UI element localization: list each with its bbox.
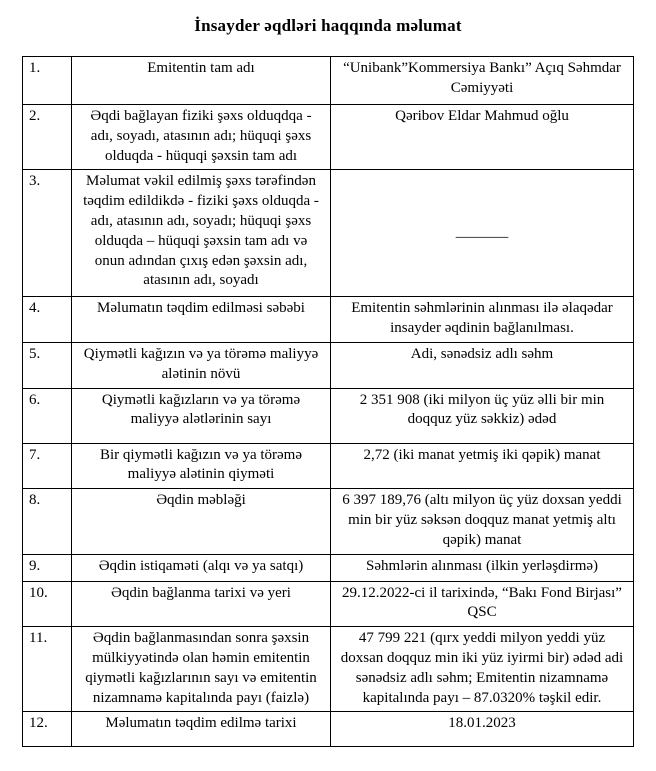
insider-info-table bbox=[22, 56, 634, 747]
field-value: Emitentin səhmlərinin alınması ilə əlaqədar insayder əqdinin bağlanılması. bbox=[331, 297, 634, 343]
row-number: 1. bbox=[23, 57, 72, 105]
row-number: 10. bbox=[23, 581, 72, 627]
field-value: 47 799 221 (qırx yeddi milyon yeddi yüz doxsan doqquz min iki yüz iyirmi bir) ədəd adi sənədsiz adlı səhm; Emitentin nizamnamə kapitalında payı – 87.0320% təşkil edir. bbox=[331, 627, 634, 712]
field-label: Bir qiymətli kağızın və ya törəmə maliyyə alətinin qiyməti bbox=[72, 443, 331, 489]
row-number: 3. bbox=[23, 170, 72, 297]
row-number: 8. bbox=[23, 489, 72, 554]
row-number: 5. bbox=[23, 342, 72, 388]
row-number: 2. bbox=[23, 105, 72, 170]
field-label: Əqdin istiqaməti (alqı və ya satqı) bbox=[72, 554, 331, 581]
row-number: 9. bbox=[23, 554, 72, 581]
field-value: 6 397 189,76 (altı milyon üç yüz doxsan yeddi min bir yüz səksən doqquz manat yetmiş altı qəpik) manat bbox=[331, 489, 634, 554]
table-row bbox=[23, 627, 634, 712]
field-value: Qəribov Eldar Mahmud oğlu bbox=[331, 105, 634, 170]
page-title: İnsayder əqdləri haqqında məlumat bbox=[194, 16, 462, 35]
field-value: 2,72 (iki manat yetmiş iki qəpik) manat bbox=[331, 443, 634, 489]
field-label: Məlumatın təqdim edilmə tarixi bbox=[72, 712, 331, 747]
field-label: Emitentin tam adı bbox=[72, 57, 331, 105]
field-value: _______ bbox=[331, 170, 634, 297]
field-label: Əqdi bağlayan fiziki şəxs olduqdqa - adı, soyadı, atasının adı; hüquqi şəxs olduqda - hüquqi şəxsin tam adı bbox=[72, 105, 331, 170]
row-number: 4. bbox=[23, 297, 72, 343]
table-row bbox=[23, 388, 634, 443]
field-label: Qiymətli kağızların və ya törəmə maliyyə alətlərinin sayı bbox=[72, 388, 331, 443]
table-row bbox=[23, 443, 634, 489]
field-value: 18.01.2023 bbox=[331, 712, 634, 747]
table-row bbox=[23, 170, 634, 297]
table-row bbox=[23, 297, 634, 343]
table-row bbox=[23, 105, 634, 170]
field-value: Adi, sənədsiz adlı səhm bbox=[331, 342, 634, 388]
table-row bbox=[23, 342, 634, 388]
field-value: “Unibank”Kommersiya Bankı” Açıq Səhmdar Cəmiyyəti bbox=[331, 57, 634, 105]
row-number: 12. bbox=[23, 712, 72, 747]
field-label: Əqdin bağlanmasından sonra şəxsin mülkiyyətində olan həmin emitentin qiymətli kağızlarının sayı və emitentin nizamnamə kapitalında payı (faizlə) bbox=[72, 627, 331, 712]
field-value: 2 351 908 (iki milyon üç yüz əlli bir min doqquz yüz səkkiz) ədəd bbox=[331, 388, 634, 443]
row-number: 6. bbox=[23, 388, 72, 443]
table-row bbox=[23, 489, 634, 554]
field-label: Əqdin məbləği bbox=[72, 489, 331, 554]
table-row bbox=[23, 712, 634, 747]
field-value: Səhmlərin alınması (ilkin yerləşdirmə) bbox=[331, 554, 634, 581]
field-label: Qiymətli kağızın və ya törəmə maliyyə alətinin növü bbox=[72, 342, 331, 388]
field-label: Əqdin bağlanma tarixi və yeri bbox=[72, 581, 331, 627]
field-label: Məlumatın təqdim edilməsi səbəbi bbox=[72, 297, 331, 343]
table-row bbox=[23, 554, 634, 581]
table-row bbox=[23, 57, 634, 105]
field-label: Məlumat vəkil edilmiş şəxs tərəfindən təqdim edildikdə - fiziki şəxs olduqda - adı, atasının adı, soyadı; hüquqi şəxs olduqda – hüquqi şəxsin tam adı və onun adından çıxış edən şəxsin adı, atasının adı, soyadı bbox=[72, 170, 331, 297]
row-number: 11. bbox=[23, 627, 72, 712]
field-value: 29.12.2022-ci il tarixində, “Bakı Fond Birjası” QSC bbox=[331, 581, 634, 627]
table-row bbox=[23, 581, 634, 627]
row-number: 7. bbox=[23, 443, 72, 489]
